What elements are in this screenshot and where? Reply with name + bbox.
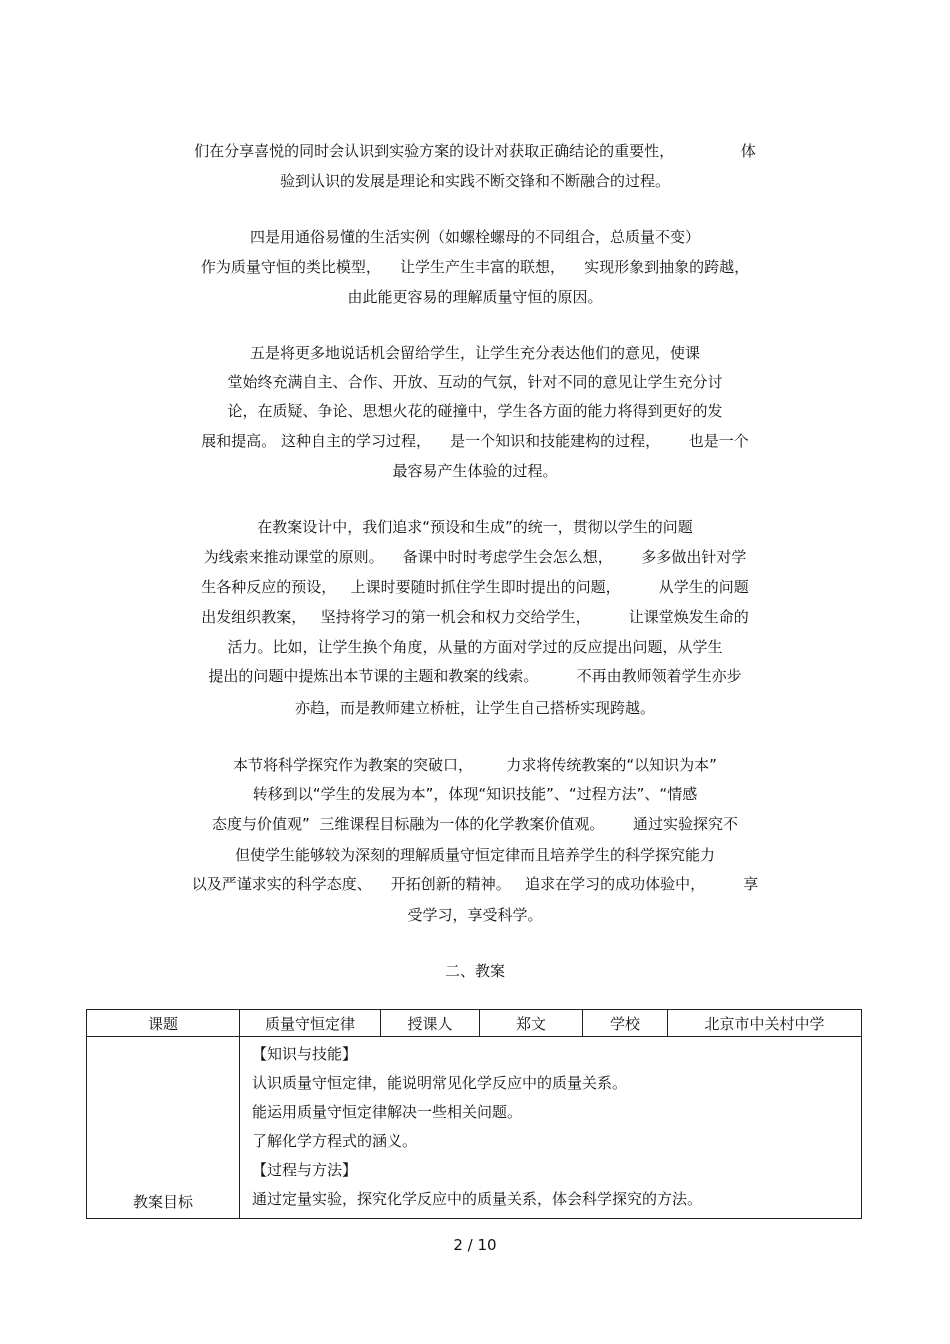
goal-line: 能运用质量守恒定律解决一些相关问题。 bbox=[252, 1103, 523, 1121]
topic-value-cell: 质量守恒定律 bbox=[240, 1010, 381, 1037]
body-line: 由此能更容易的理解质量守恒的原因。 bbox=[347, 288, 603, 306]
body-line: 转移到以“学生的发展为本”，体现“知识技能”、“过程方法”、“情感 bbox=[252, 785, 698, 803]
body-line: 论，在质疑、争论、思想火花的碰撞中，学生各方面的能力将得到更好的发 bbox=[227, 402, 723, 420]
goal-line: 了解化学方程式的涵义。 bbox=[252, 1132, 418, 1150]
body-line: 态度与价值观” 三维课程目标融为一体的化学教案价值观。 通过实验探究不 bbox=[212, 815, 738, 833]
body-line: 生各种反应的预设， 上课时要随时抓住学生即时提出的问题， 从学生的问题 bbox=[201, 578, 749, 596]
body-line: 提出的问题中提炼出本节课的主题和教案的线索。 不再由教师领着学生亦步 bbox=[208, 667, 742, 685]
body-line: 出发组织教案， 坚持将学习的第一机会和权力交给学生， 让课堂焕发生命的 bbox=[201, 608, 749, 626]
topic-label-cell: 课题 bbox=[87, 1010, 240, 1037]
body-line: 五是将更多地说话机会留给学生，让学生充分表达他们的意见，使课 bbox=[249, 344, 700, 362]
body-line: 受学习，享受科学。 bbox=[407, 906, 543, 924]
goal-line: 【过程与方法】 bbox=[252, 1161, 358, 1179]
body-line: 展和提高。 这种自主的学习过程， 是一个知识和技能建构的过程， 也是一个 bbox=[201, 432, 749, 450]
goal-line: 认识质量守恒定律，能说明常见化学反应中的质量关系。 bbox=[252, 1074, 628, 1092]
teacher-value-cell: 郑文 bbox=[480, 1010, 583, 1037]
section-title: 二、教案 bbox=[444, 962, 505, 980]
body-line: 在教案设计中，我们追求“预设和生成”的统一，贯彻以学生的问题 bbox=[257, 518, 693, 536]
body-line: 以及严谨求实的科学态度、 开拓创新的精神。 追求在学习的成功体验中， 享 bbox=[191, 875, 759, 893]
body-line: 验到认识的发展是理论和实践不断交锋和不断融合的过程。 bbox=[279, 172, 670, 190]
body-line: 最容易产生体验的过程。 bbox=[392, 462, 558, 480]
body-line: 作为质量守恒的类比模型， 让学生产生丰富的联想， 实现形象到抽象的跨越， bbox=[200, 258, 750, 276]
goal-line: 【知识与技能】 bbox=[252, 1045, 358, 1063]
goals-content-cell bbox=[240, 1037, 862, 1219]
goal-line: 通过定量实验，探究化学反应中的质量关系，体会科学探究的方法。 bbox=[252, 1190, 703, 1208]
body-line: 为线索来推动课堂的原则。 备课中时时考虑学生会怎么想， 多多做出针对学 bbox=[203, 548, 747, 566]
goals-label-cell: 教案目标 bbox=[87, 1037, 240, 1219]
body-line: 活力。比如，让学生换个角度，从量的方面对学过的反应提出问题，从学生 bbox=[227, 638, 723, 656]
lesson-table bbox=[86, 1009, 862, 1219]
body-line: 们在分享喜悦的同时会认识到实验方案的设计对获取正确结论的重要性， 体 bbox=[194, 142, 756, 160]
body-line: 本节将科学探究作为教案的突破口， 力求将传统教案的“以知识为本” bbox=[233, 756, 717, 774]
body-line: 四是用通俗易懂的生活实例（如螺栓螺母的不同组合，总质量不变） bbox=[249, 228, 700, 246]
page-indicator: 2 / 10 bbox=[453, 1236, 497, 1254]
body-line: 堂始终充满自主、合作、开放、互动的气氛，针对不同的意见让学生充分讨 bbox=[227, 373, 723, 391]
body-line: 亦趋，而是教师建立桥桩，让学生自己搭桥实现跨越。 bbox=[294, 699, 655, 717]
body-line: 但使学生能够较为深刻的理解质量守恒定律而且培养学生的科学探究能力 bbox=[234, 846, 715, 864]
goals-row bbox=[87, 1037, 862, 1219]
table-header-row bbox=[87, 1010, 862, 1037]
teacher-label-cell: 授课人 bbox=[381, 1010, 480, 1037]
school-value-cell: 北京市中关村中学 bbox=[668, 1010, 862, 1037]
school-label-cell: 学校 bbox=[583, 1010, 668, 1037]
